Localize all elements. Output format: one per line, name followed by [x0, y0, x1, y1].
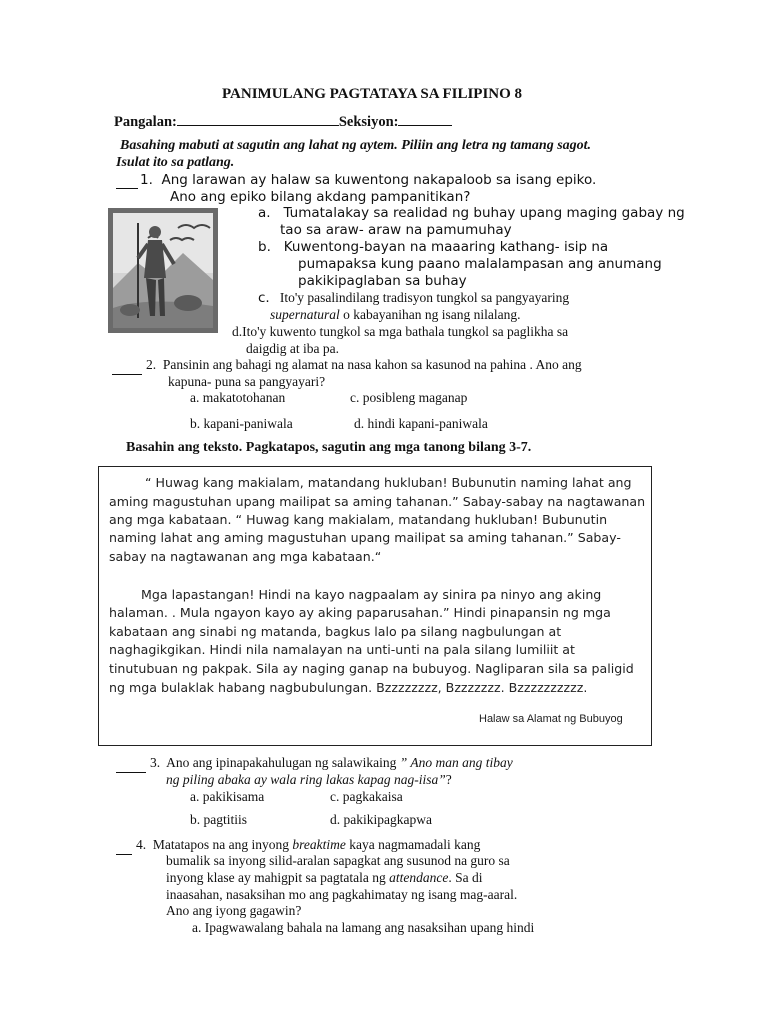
option-2d[interactable]: d. hindi kapani-paniwala: [354, 416, 488, 431]
instructions-line-2: Isulat ito sa patlang.: [116, 155, 235, 170]
option-letter: a.: [258, 205, 271, 221]
question-2-line-1: [146, 357, 582, 373]
story-line: kabataan ang sinabi ng matanda, bagkus lalo pa silang nagbulungan at: [109, 624, 562, 639]
question-4-line-2: bumalik sa inyong silid-aralan sapagkat ang susunod na guro sa: [166, 853, 510, 868]
answer-blank-1[interactable]: [116, 176, 138, 189]
instructions-line-1: Basahing mabuti at sagutin ang lahat ng aytem. Piliin ang letra ng tamang sagot.: [120, 138, 592, 153]
page-title: PANIMULANG PAGTATAYA SA FILIPINO 8: [222, 86, 523, 102]
option-1a-line-2: tao sa araw- araw na pamumuhay: [280, 222, 512, 238]
option-3d[interactable]: d. pakikipagkapwa: [330, 812, 432, 827]
option-1d-line-2: daigdig at iba pa.: [246, 341, 339, 356]
option-1c-line-2: [270, 307, 520, 323]
question-4-text: inyong klase ay mahigpit sa pagtatala ng: [166, 870, 390, 885]
story-line: sabay na nagtawanan ang mga kabataan.“: [109, 549, 382, 564]
proverb-text: ” Ano man ang tibay: [399, 755, 513, 770]
story-line: “ Huwag kang makialam, matandang hukluban! Bubunutin naming lahat ang: [145, 475, 632, 490]
option-1b-line-1[interactable]: [258, 239, 608, 255]
proverb-text: ng piling abaka ay wala ring lakas kapag nag-iisa”: [166, 772, 446, 787]
name-label: Pangalan:: [114, 114, 177, 130]
answer-blank-4[interactable]: [116, 842, 132, 855]
option-3c[interactable]: c. pagkakaisa: [330, 789, 403, 804]
question-1-text: Ang larawan ay halaw sa kuwentong nakapaloob sa isang epiko.: [161, 172, 597, 188]
question-3-line-2: [166, 772, 452, 788]
option-2b[interactable]: b. kapani-paniwala: [190, 416, 293, 431]
story-line: naghagikgikan. Hindi nila namalayan na unti-unti na pala silang lumiliit at: [109, 642, 575, 657]
option-letter: b.: [258, 239, 271, 255]
option-1d-line-1[interactable]: d.Ito'y kuwento tungkol sa mga bathala tungkol sa paglikha sa: [232, 324, 569, 339]
question-4-text: kaya nagmamadali kang: [345, 837, 481, 852]
story-line: tinutubuan ng pakpak. Sila ay naging ganap na bubuyog. Nagliparan sila sa paligid: [109, 661, 634, 676]
option-3a[interactable]: a. pakikisama: [190, 789, 265, 804]
question-2-text: Pansinin ang bahagi ng alamat na nasa kahon sa kasunod na pahina . Ano ang: [162, 357, 582, 372]
option-3b[interactable]: b. pagtitiis: [190, 812, 247, 827]
epic-illustration: [108, 208, 218, 333]
option-1a-line-1[interactable]: [258, 205, 685, 221]
story-line: Mga lapastangan! Hindi na kayo nagpaalam ay sinira pa ninyo ang aking: [141, 587, 602, 602]
option-2a[interactable]: a. makatotohanan: [190, 390, 286, 405]
story-line: aming magustuhan upang mailipat sa aming tahanan.” Sabay-sabay na nagtawanan: [109, 494, 646, 509]
option-text: Tumatalakay sa realidad ng buhay upang maging gabay ng: [283, 205, 685, 221]
reading-instruction: Basahin ang teksto. Pagkatapos, sagutin ang mga tanong bilang 3-7.: [126, 440, 532, 455]
option-1c-line-1[interactable]: [258, 290, 569, 306]
option-text: Ito'y pasalindilang tradisyon tungkol sa pangyayaring: [279, 290, 570, 305]
question-3-line-1: [150, 755, 513, 771]
option-text: o kabayanihan ng isang nilalang.: [339, 307, 521, 322]
epic-hero-image: [108, 208, 218, 333]
question-mark: ?: [445, 772, 452, 787]
question-4-text: . Sa di: [448, 870, 483, 885]
question-4-line-5: Ano ang iyong gagawin?: [166, 903, 302, 918]
story-source: Halaw sa Alamat ng Bubuyog: [479, 713, 623, 725]
option-4a[interactable]: a. Ipagwawalang bahala na lamang ang nasaksihan upang hindi: [192, 920, 535, 935]
breaktime-term: breaktime: [292, 837, 346, 852]
option-1b-line-2: pumapaksa kung paano malalampasan ang anumang: [298, 256, 662, 272]
question-2-line-2: kapuna- puna sa pangyayari?: [168, 374, 326, 389]
option-letter: c.: [258, 290, 270, 306]
question-number: 1.: [140, 172, 153, 188]
option-2c[interactable]: c. posibleng maganap: [350, 390, 468, 405]
story-text-box: [98, 466, 652, 746]
question-4-line-3: [166, 870, 482, 886]
story-line: naming lahat ang aming magustuhan upang mailipat sa aming tahanan.” Sabay-: [109, 530, 621, 545]
option-1b-line-3: pakikipaglaban sa buhay: [298, 273, 467, 289]
option-text: Kuwentong-bayan na maaaring kathang- isip na: [283, 239, 609, 255]
name-blank[interactable]: [177, 113, 339, 126]
question-4-line-4: inaasahan, nasaksihan mo ang pagkahimatay ng isang mag-aaral.: [166, 887, 518, 902]
section-label: Seksiyon:: [338, 114, 399, 130]
attendance-term: attendance: [389, 870, 449, 885]
question-number: 4.: [136, 837, 147, 852]
story-line: ng mga bulaklak habang nagbubulungan. Bzzzzzzzz, Bzzzzzzz. Bzzzzzzzzzz.: [109, 680, 588, 695]
question-3-text: Ano ang ipinapakahulugan ng salawikaing: [166, 755, 400, 770]
answer-blank-2[interactable]: [112, 362, 142, 375]
name-section-row: [114, 113, 452, 131]
story-line: ang mga kabataan. “ Huwag kang makialam, matandang hukluban! Bubunutin: [109, 512, 608, 527]
section-blank[interactable]: [398, 113, 452, 126]
question-1-line-1: [140, 172, 596, 188]
answer-blank-3[interactable]: [116, 760, 146, 773]
question-4-text: Matatapos na ang inyong: [152, 837, 293, 852]
story-line: halaman. . Mula ngayon kayo ay aking paparusahan.” Hindi pinapansin ng mga: [109, 605, 611, 620]
question-number: 3.: [150, 755, 161, 770]
question-4-line-1: [136, 837, 480, 853]
supernatural-term: supernatural: [270, 307, 340, 322]
question-1-line-2: Ano ang epiko bilang akdang pampanitikan?: [170, 189, 471, 205]
question-number: 2.: [146, 357, 157, 372]
